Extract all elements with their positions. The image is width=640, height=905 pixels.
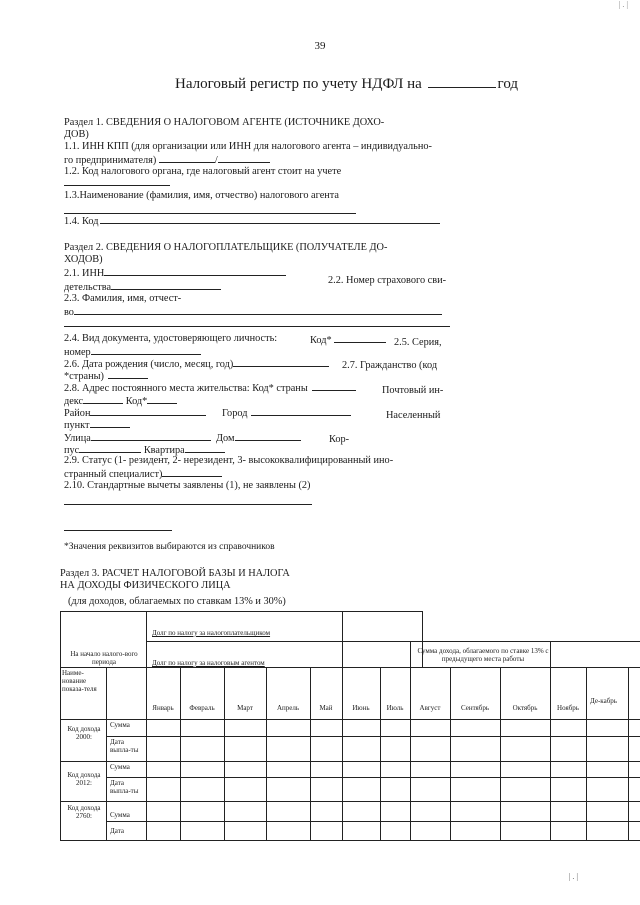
row-sub-label: Дата xyxy=(110,827,124,835)
field-2-8-point[interactable] xyxy=(64,418,130,431)
field-2-8-city[interactable] xyxy=(222,406,351,419)
field-2-8-korpus-label: пус xyxy=(64,445,80,456)
row-sub-label: Дата выпла-ты xyxy=(110,779,139,795)
field-2-8-apt-label: Квартира xyxy=(143,445,185,456)
field-2-10-label: 2.10. Стандартные вычеты заявлены (1), не заявлены (2) xyxy=(64,480,311,491)
title-text: Налоговый регистр по учету НДФЛ на xyxy=(175,76,422,92)
field-2-4-code-label: Код* xyxy=(310,335,332,346)
field-2-8-code-label: Код* xyxy=(125,396,148,407)
field-2-8-city-label: Город xyxy=(222,408,248,419)
field-2-2-input[interactable] xyxy=(64,280,221,293)
row-code: Код дохода 2760: xyxy=(67,804,101,820)
field-2-8-country[interactable] xyxy=(64,381,356,394)
section2-heading-cont: ХОДОВ) xyxy=(64,254,103,265)
field-2-8-postal-label: Почтовый ин- xyxy=(382,385,444,396)
row-sub-label: Сумма xyxy=(110,811,130,819)
field-2-3-label-cont: во xyxy=(64,307,74,318)
field-2-8-district-label: Район xyxy=(64,408,91,419)
page-title xyxy=(175,76,518,93)
section3-subheading: (для доходов, облагаемых по ставкам 13% и 30%) xyxy=(68,596,286,607)
header-debt-agent: Долг по налогу за налоговым агентом xyxy=(152,659,265,667)
header-debt-taxpayer: Долг по налогу за налогоплательщиком xyxy=(152,629,271,637)
month-header: Май xyxy=(319,704,333,712)
field-2-7-label: 2.7. Гражданство (код xyxy=(342,360,438,371)
section1-heading: Раздел 1. СВЕДЕНИЯ О НАЛОГОВОМ АГЕНТЕ (ИСТОЧНИКЕ ДОХО- xyxy=(64,117,385,128)
footnote-divider xyxy=(64,530,172,531)
row-sub-label: Сумма xyxy=(110,763,130,771)
month-header: Июль xyxy=(386,704,404,712)
field-2-6-label: 2.6. Дата рождения (число, месяц, год) xyxy=(64,359,234,370)
field-1-1-input[interactable] xyxy=(64,153,270,166)
month-header: Сентябрь xyxy=(460,704,490,712)
field-2-1[interactable] xyxy=(64,266,286,279)
month-header: Де-кабрь xyxy=(590,697,617,705)
field-2-8-point-label: пункт xyxy=(64,420,90,431)
section2-heading: Раздел 2. СВЕДЕНИЯ О НАЛОГОПЛАТЕЛЬЩИКЕ (ПОЛУЧАТЕЛЕ ДО- xyxy=(64,242,388,253)
month-header: Январь xyxy=(152,704,174,712)
field-1-1-label-cont: го предпринимателя) xyxy=(64,155,157,166)
year-blank[interactable] xyxy=(428,87,496,88)
scan-corner-mark: | . | xyxy=(568,872,578,881)
row-code: Код дохода 2012: xyxy=(67,771,101,787)
page-number: 39 xyxy=(314,40,326,52)
field-2-8-house[interactable] xyxy=(216,431,301,444)
scan-corner-mark-top: | . | xyxy=(618,0,628,9)
field-2-9-label-cont: странный специалист) xyxy=(64,469,163,480)
field-2-5-number-label: номер xyxy=(64,347,91,358)
field-2-8-street-label: Улица xyxy=(64,433,91,444)
month-header: Август xyxy=(419,704,441,712)
field-2-3-extra-line[interactable] xyxy=(64,326,450,327)
header-start-period: На начало налого-вого периода xyxy=(70,650,138,666)
field-2-3-label: 2.3. Фамилия, имя, отчест- xyxy=(64,293,182,304)
field-1-4[interactable] xyxy=(64,214,440,227)
title-suffix: год xyxy=(497,76,519,92)
month-header: Октябрь xyxy=(512,704,538,712)
month-header: Февраль xyxy=(189,704,215,712)
field-1-3-label: 1.3.Наименование (фамилия, имя, отчество) налогового агента xyxy=(64,190,339,201)
field-2-8-index-label: декс xyxy=(64,396,84,407)
field-2-8-korp-label: Кор- xyxy=(329,434,350,445)
header-indicator: Наиме-нование показа-теля xyxy=(62,669,97,693)
row-sub-label: Сумма xyxy=(110,721,130,729)
row-code: Код дохода 2000: xyxy=(67,725,101,741)
month-header: Март xyxy=(237,704,253,712)
field-1-4-label: 1.4. Код xyxy=(64,216,99,227)
section3-heading: Раздел 3. РАСЧЕТ НАЛОГОВОЙ БАЗЫ И НАЛОГА xyxy=(60,568,290,579)
footnote: *Значения реквизитов выбираются из справочников xyxy=(64,542,275,552)
month-header: Июнь xyxy=(352,704,370,712)
field-2-4-label: 2.4. Вид документа, удостоверяющего личность: xyxy=(64,333,278,344)
month-header: Ноябрь xyxy=(557,704,579,712)
field-2-8-house-label: Дом xyxy=(216,433,235,444)
section1-heading-cont: ДОВ) xyxy=(64,129,89,140)
header-income-sum: Сумма дохода, облагаемого по ставке 13% с предыдущего места работы xyxy=(417,647,549,663)
field-1-2-label: 1.2. Код налогового органа, где налоговый агент стоит на учете xyxy=(64,166,342,177)
field-2-5-label: 2.5. Серия, xyxy=(394,337,442,348)
month-header: Апрель xyxy=(276,704,300,712)
field-1-1-label: 1.1. ИНН КПП (для организации или ИНН для налогового агента – индивидуально- xyxy=(64,141,432,152)
inn-kpp-separator: / xyxy=(214,155,218,166)
row-sub-label: Дата выпла-ты xyxy=(110,738,139,754)
field-2-3-input[interactable] xyxy=(64,305,442,318)
field-2-10-input[interactable] xyxy=(64,504,312,505)
field-2-8-label: 2.8. Адрес постоянного места жительства: Код* страны xyxy=(64,383,308,394)
field-2-8-settlement-label: Населенный xyxy=(386,410,441,421)
field-2-2-label: 2.2. Номер страхового сви- xyxy=(328,275,447,286)
tax-register-table xyxy=(60,611,640,840)
field-2-2-label-cont: детельства xyxy=(64,282,112,293)
field-2-7-label-cont: *страны) xyxy=(64,371,104,382)
field-1-2-input[interactable] xyxy=(64,185,170,186)
section3-heading-cont: НА ДОХОДЫ ФИЗИЧЕСКОГО ЛИЦА xyxy=(60,580,231,591)
field-2-4-code[interactable] xyxy=(310,333,386,346)
field-2-9-input[interactable] xyxy=(64,467,222,480)
field-2-1-label: 2.1. ИНН xyxy=(64,268,105,279)
field-2-9-label: 2.9. Статус (1- резидент, 2- нерезидент, 3- высококвалифицированный ино- xyxy=(64,455,394,466)
